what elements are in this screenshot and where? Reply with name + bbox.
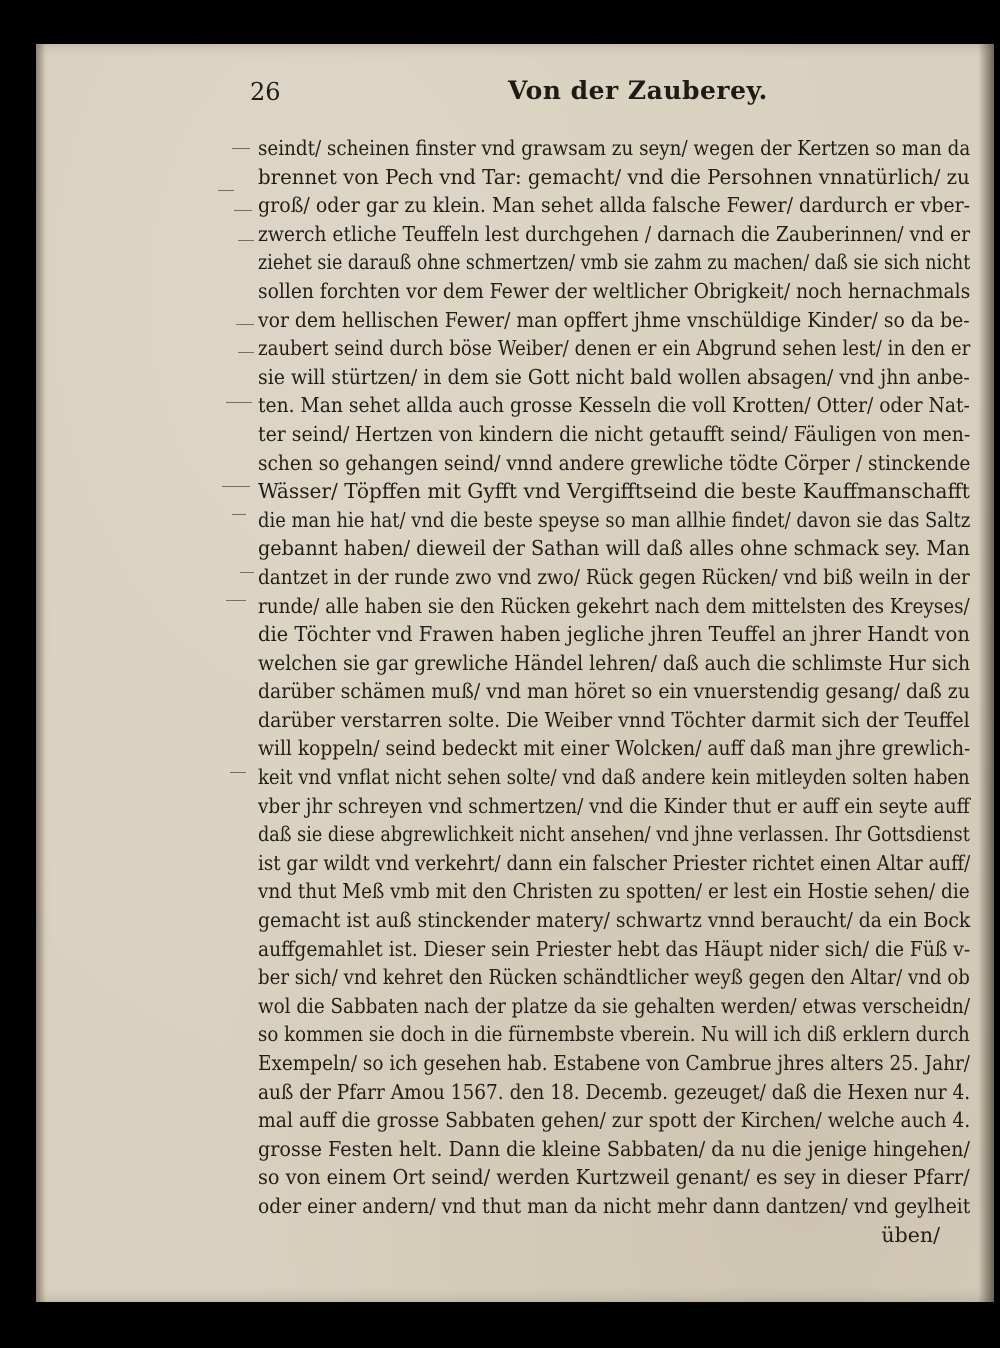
text-line: ber sich/ vnd kehret den Rücken schändtlicher weyß gegen den Altar/ vnd ob: [258, 965, 970, 990]
text-line: gemacht ist auß stinckender matery/ schwartz vnnd beraucht/ da ein Bock: [258, 908, 971, 933]
text-line: so von einem Ort seind/ werden Kurtzweil genant/ es sey in dieser Pfarr/: [258, 1165, 970, 1190]
text-line: brennet von Pech vnd Tar: gemacht/ vnd die Persohnen vnnatürlich/ zu: [258, 164, 970, 189]
running-title: Von der Zauberey.: [508, 76, 768, 105]
text-line: darüber verstarren solte. Die Weiber vnnd Töchter darmit sich der Teuffel: [258, 707, 970, 732]
text-line: so kommen sie doch in die fürnembste vberein. Nu will ich diß erklern durch: [258, 1022, 970, 1047]
margin-mark: [230, 772, 246, 773]
text-line: zwerch etliche Teuffeln lest durchgehen / darnach die Zauberinnen/ vnd er: [258, 221, 971, 246]
text-line: seindt/ scheinen finster vnd grawsam zu seyn/ wegen der Kertzen so man da: [258, 136, 971, 160]
text-line: runde/ alle haben sie den Rücken gekehrt nach dem mittelsten des Kreyses/: [258, 593, 970, 618]
text-line: ter seind/ Hertzen von kindern die nicht getaufft seind/ Fäuligen von men-: [258, 421, 971, 446]
text-line: auffgemahlet ist. Dieser sein Priester hebt das Häupt nider sich/ die Füß v-: [258, 936, 971, 961]
text-line: oder einer andern/ vnd thut man da nicht mehr dann dantzen/ vnd geylheit: [258, 1193, 971, 1218]
margin-mark: [226, 600, 246, 601]
margin-marks: [212, 140, 262, 900]
text-line: keit vnd vnflat nicht sehen solte/ vnd daß andere kein mitleyden solten haben: [258, 765, 970, 790]
text-line: Exempeln/ so ich gesehen hab. Estabene von Cambrue jhres alters 25. Jahr/: [258, 1051, 971, 1075]
text-line: ziehet sie darauß ohne schmertzen/ vmb sie zahm zu machen/ daß sie sich nicht: [258, 250, 971, 275]
text-line: die man hie hat/ vnd die beste speyse so man allhie findet/ davon sie das Saltz: [258, 507, 971, 532]
text-line: schen so gehangen seind/ vnnd andere grewliche tödte Cörper / stinckende: [258, 450, 971, 475]
margin-mark: [222, 486, 250, 487]
page-edge-shadow: [978, 44, 994, 1302]
text-line: daß sie diese abgrewlichkeit nicht ansehen/ vnd jhne verlassen. Ihr Gottsdienst: [258, 822, 970, 847]
text-line: üben/: [881, 1222, 940, 1247]
margin-mark: [232, 514, 246, 515]
page-number: 26: [250, 78, 281, 106]
text-line: gebannt haben/ dieweil der Sathan will daß alles ohne schmack sey. Man: [258, 536, 970, 561]
margin-mark: [232, 148, 250, 149]
page-header: [250, 78, 950, 118]
page-gutter-shadow: [36, 44, 46, 1302]
margin-mark: [236, 324, 254, 325]
text-line: wol die Sabbaten nach der platze da sie gehalten werden/ etwas verscheidn/: [258, 993, 970, 1018]
margin-mark: [240, 572, 254, 573]
text-line: darüber schämen muß/ vnd man höret so ein vnuerstendig gesang/ daß zu: [258, 679, 970, 704]
text-line: sollen forchten vor dem Fewer der weltlicher Obrigkeit/ noch hernachmals: [258, 278, 971, 303]
margin-mark: [226, 402, 252, 403]
margin-mark: [234, 210, 252, 211]
margin-mark: [218, 190, 234, 191]
margin-mark: [238, 352, 254, 353]
text-line: welchen sie gar grewliche Händel lehren/ daß auch die schlimste Hur sich: [258, 650, 971, 675]
text-line: mal auff die grosse Sabbaten gehen/ zur spott der Kirchen/ welche auch 4.: [258, 1108, 971, 1133]
text-line: Wässer/ Töpffen mit Gyfft vnd Vergifftseind die beste Kauffmanschafft: [258, 479, 970, 504]
text-line: die Töchter vnd Frawen haben jegliche jhren Teuffel an jhrer Handt von: [258, 622, 970, 647]
text-line: vber jhr schreyen vnd schmertzen/ vnd die Kinder thut er auff ein seyte auff: [258, 793, 970, 818]
text-line: zaubert seind durch böse Weiber/ denen er ein Abgrund sehen lest/ in den er: [258, 336, 971, 361]
text-line: dantzet in der runde zwo vnd zwo/ Rück gegen Rücken/ vnd biß weiln in der: [258, 564, 970, 589]
margin-mark: [238, 240, 254, 241]
text-line: sie will stürtzen/ in dem sie Gott nicht bald wollen absagen/ vnd jhn anbe-: [258, 364, 970, 389]
text-line: vnd thut Meß vmb mit den Christen zu spotten/ er lest ein Hostie sehen/ die: [258, 879, 970, 904]
text-line: ist gar wildt vnd verkehrt/ dann ein falscher Priester richtet einen Altar auff/: [258, 850, 971, 875]
text-line: auß der Pfarr Amou 1567. den 18. Decemb. gezeuget/ daß die Hexen nur 4.: [258, 1079, 971, 1104]
body-text: [258, 134, 970, 1249]
text-line: grosse Festen helt. Dann die kleine Sabbaten/ da nu die jenige hingehen/: [258, 1136, 970, 1161]
text-line: will koppeln/ seind bedeckt mit einer Wolcken/ auff daß man jhre grewlich-: [258, 736, 971, 761]
text-line: ten. Man sehet allda auch grosse Kesseln die voll Krotten/ Otter/ oder Nat-: [258, 393, 970, 418]
text-line: groß/ oder gar zu klein. Man sehet allda falsche Fewer/ dardurch er vber-: [258, 193, 971, 218]
text-line: vor dem hellischen Fewer/ man opffert jhme vnschüldige Kinder/ so da be-: [258, 307, 970, 332]
